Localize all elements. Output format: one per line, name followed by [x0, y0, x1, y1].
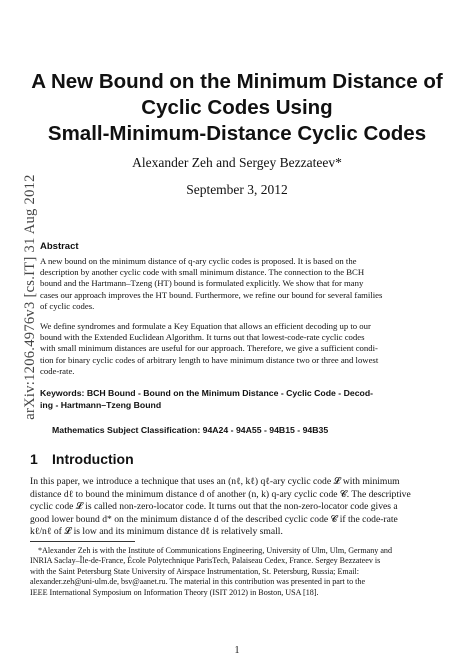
title-line: Cyclic Codes Using: [141, 96, 333, 119]
footnote: [30, 546, 444, 598]
section-heading: [30, 451, 134, 467]
date: September 3, 2012: [186, 182, 288, 197]
abstract-line: with small minimum distances are useful for our approach. Therefore, we give a sufficient condi-: [40, 343, 378, 354]
paper-title: [30, 69, 444, 147]
abstract-line: description by another cyclic code with small minimum distance. The connection to the BCH: [40, 267, 365, 278]
title-line: A New Bound on the Minimum Distance of: [31, 70, 443, 93]
footnote-line: with the Saint Petersburg State University of Airspace Instrumentation, St. Petersburg, Russia; Email:: [30, 566, 360, 576]
keywords: [40, 387, 438, 411]
abstract-line: tion for binary cyclic codes of arbitrary length to have minimum distance two or three and lowest: [40, 354, 379, 365]
subject-classification: Mathematics Subject Classification: 94A24 - 94A55 - 94B15 - 94B35: [52, 425, 329, 435]
authors: Alexander Zeh and Sergey Bezzateev*: [132, 155, 342, 170]
abstract-line: cases our approach improves the HT bound. Furthermore, we refine our bound for several families: [40, 289, 383, 300]
keywords-line: Keywords: BCH Bound - Bound on the Minimum Distance - Cyclic Code - Decod-: [40, 388, 374, 398]
section-title: Introduction: [52, 451, 134, 467]
footnote-line: alexander.zeh@uni-ulm.de, bsv@aanet.ru. The material in this contribution was presented in part to the: [30, 577, 366, 587]
footnote-line: IEEE International Symposium on Information Theory (ISIT 2012) in Boston, USA [18].: [30, 587, 319, 597]
abstract-line: bound and the Hartmann–Tzeng (HT) bound is formulated explicitly. We show that for many: [40, 278, 364, 289]
introduction-paragraph: [30, 476, 444, 539]
abstract-line: bound with the Extended Euclidean Algorithm. It turns out that lowest-code-rate cyclic codes: [40, 332, 365, 343]
body-line: kℓ/nℓ of 𝓛 is low and its minimum distance dℓ is relatively small.: [30, 526, 283, 538]
footnote-line: INRIA Saclay–Île-de-France, École Polytechnique ParisTech, Palaiseau Cedex, France. Sergey Bezzateev is: [30, 556, 381, 566]
body-line: cyclic code 𝓛 is called non-zero-locator code. It turns out that the non-zero-locator code gives a: [30, 501, 398, 513]
abstract-line: A new bound on the minimum distance of q-ary cyclic codes is proposed. It is based on the: [40, 256, 357, 266]
body-line: distance dℓ to bound the minimum distance d of another (n, k) q-ary cyclic code 𝓒. The descriptive: [30, 488, 411, 500]
section-number: 1: [30, 451, 38, 467]
abstract-line: We define syndromes and formulate a Key Equation that allows an efficient decoding up to our: [40, 321, 371, 331]
footnote-line: *Alexander Zeh is with the Institute of Communications Engineering, University of Ulm, Ulm, Germany and: [38, 546, 393, 555]
abstract-heading: Abstract: [40, 241, 79, 252]
page-number: 1: [234, 645, 240, 656]
footnote-rule: [30, 541, 135, 542]
abstract-line: of cyclic codes.: [40, 300, 95, 311]
keywords-line: ing - Hartmann–Tzeng Bound: [40, 400, 162, 410]
title-line: Small-Minimum-Distance Cyclic Codes: [47, 122, 427, 145]
abstract-line: code-rate.: [40, 365, 75, 376]
abstract-paragraph-1: [40, 256, 438, 312]
body-line: In this paper, we introduce a technique that uses an (nℓ, kℓ) qℓ-ary cyclic code 𝓛 with minimum: [30, 476, 400, 487]
body-line: good lower bound d* on the minimum distance d of the described cyclic code 𝓒 if the code-rate: [30, 513, 398, 525]
arxiv-identifier: arXiv:1206.4976v3 [cs.IT] 31 Aug 2012: [22, 174, 38, 420]
abstract-paragraph-2: [40, 321, 438, 377]
